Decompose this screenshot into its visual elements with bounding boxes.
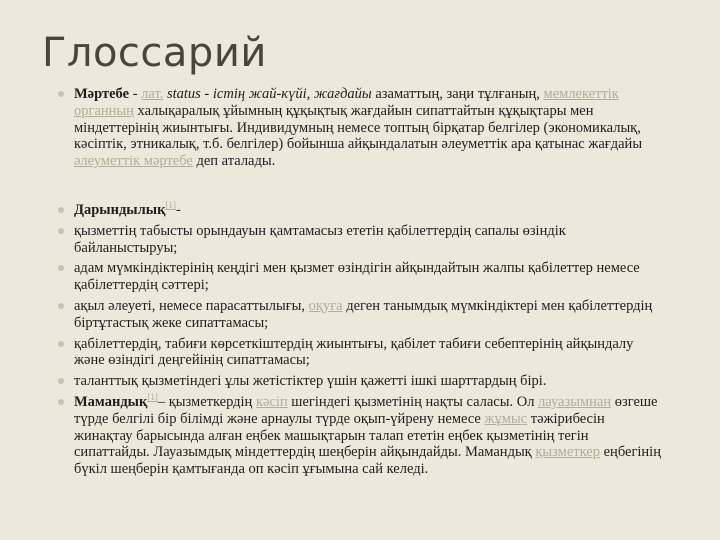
- definition-text: еңбегінің бүкіл шеңберін қамтығанда оп кәсіп ұғымына сай келеді.: [74, 444, 661, 478]
- bullet-icon: [58, 91, 64, 97]
- glossary-item-mamandyk: [52, 394, 664, 478]
- glossary-item-daryndylyk: [52, 202, 664, 219]
- link-oku[interactable]: оқуға: [308, 297, 343, 314]
- definition-text: ақыл әлеуеті, немесе парасаттылығы,: [74, 297, 309, 314]
- footnote-link[interactable]: [1]: [165, 200, 176, 211]
- definition-text: – қызметкердің: [157, 393, 256, 410]
- link-kyzmetker[interactable]: қызметкер: [535, 444, 600, 461]
- list-item: [52, 298, 664, 332]
- separator: -: [200, 86, 213, 102]
- spacer: [52, 170, 664, 202]
- link-state-organ[interactable]: мемлекеттік органның: [74, 86, 619, 119]
- bullet-icon: [58, 378, 64, 384]
- bullet-icon: [58, 341, 64, 347]
- glossary-list: [52, 86, 664, 478]
- link-lat[interactable]: лат.: [141, 86, 164, 102]
- slide-title: Глоссарий: [42, 30, 267, 76]
- term-martebe: Мәртебе: [74, 86, 130, 102]
- definition-text: тәжірибесін жинақтау барысында алған еңбек машықтарын талап ететін еңбек қызметінің тегін сипаттайды. Лауазымдық міндеттердің шеңберін айқындайды. Мамандық: [74, 410, 605, 461]
- list-item: [52, 373, 664, 390]
- term-daryndylyk: Дарындылық: [74, 201, 166, 218]
- separator: -: [129, 86, 142, 102]
- definition-text: адам мүмкіндіктерінің кеңдігі мен қызмет өзіндігін айқындайтын жалпы қабілеттер немесе қабілеттердің сәттері;: [74, 260, 640, 294]
- link-kasip[interactable]: кәсіп: [255, 393, 288, 410]
- definition-text: өзгеше түрде белгілі бір білімді және арнаулы түрде оқып-үйрену немесе: [74, 393, 658, 427]
- definition-text: азаматтың, заңи тұлғаның,: [371, 86, 544, 102]
- bullet-icon: [58, 399, 64, 405]
- link-jumys[interactable]: жұмыс: [484, 410, 528, 427]
- definition-text: халықаралық ұйымның құқықтық жағдайын сипаттайтын құқықтары мен міндеттерінің жиынтығы. Индивидумның немесе топтың бірқатар белгілер (экономикалық, кәсіптік, этникалық, т.б. белгілер) бойынша айқындалатын әлеуметтік ара қатынас жағдайы: [74, 102, 643, 153]
- latin-word: status: [163, 86, 201, 102]
- definition-text: қабілеттердің, табиғи көрсеткіштердің жиынтығы, қабілет табиғи себептерінің айқындалу және өзіндігі деңгейінің сипаттамасы;: [74, 335, 634, 369]
- definition-text: таланттық қызметіндегі ұлы жетістіктер үшін қажетті ішкі шарттардың бірі.: [74, 373, 547, 390]
- list-item: [52, 336, 664, 370]
- definition-text: -: [175, 201, 181, 218]
- list-item: [52, 260, 664, 294]
- link-social-status[interactable]: әлеуметтік мәртебе: [74, 153, 193, 170]
- link-lauazym[interactable]: лауазымнан: [538, 393, 612, 410]
- bullet-icon: [58, 207, 64, 213]
- definition-text: шегіндегі қызметінің нақты саласы. Ол: [287, 393, 539, 410]
- glossary-item-martebe: [52, 86, 664, 170]
- definition-text: деген танымдық мүмкіндіктері мен қабілеттердің біртұтастық жеке сипаттамасы;: [74, 297, 653, 331]
- definition-text: деп аталады.: [192, 153, 276, 170]
- list-item: [52, 223, 664, 257]
- definition-text: қызметтің табысты орындауын қамтамасыз ететін қабілеттердің сапалы өзіндік байланыстыруы;: [74, 222, 566, 256]
- italic-definition: істің жай-күйі, жағдайы: [212, 86, 372, 102]
- term-mamandyk: Мамандық: [74, 393, 148, 410]
- bullet-icon: [58, 303, 64, 309]
- bullet-icon: [58, 265, 64, 271]
- footnote-link[interactable]: [1]: [147, 392, 158, 403]
- bullet-icon: [58, 228, 64, 234]
